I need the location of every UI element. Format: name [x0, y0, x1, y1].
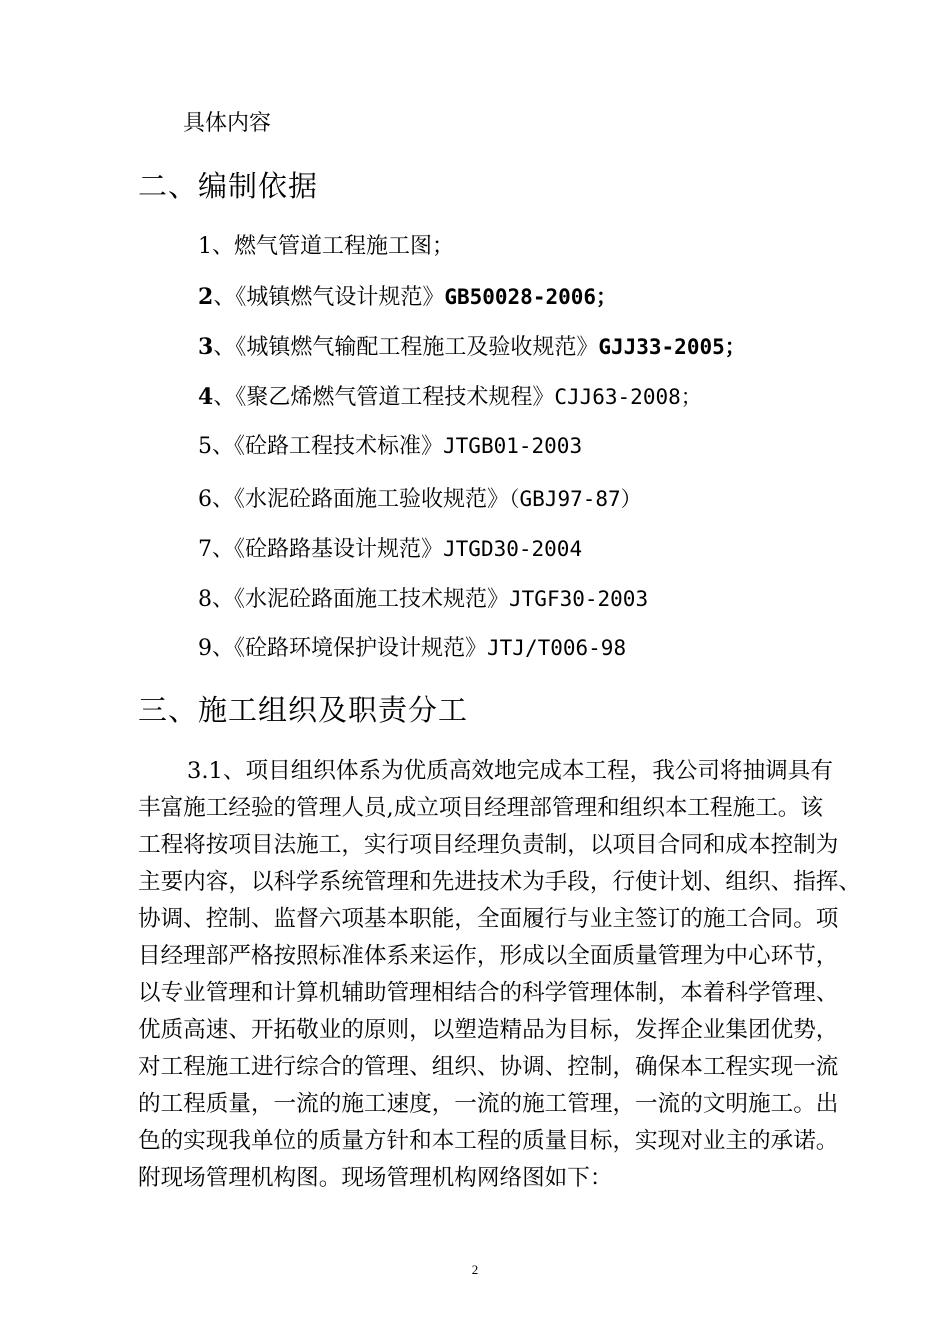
basis-item-number: 2	[198, 284, 214, 310]
basis-item-code: JTGD30-2004	[443, 537, 583, 561]
basis-item	[198, 436, 582, 458]
intro-text: 具体内容	[183, 111, 272, 136]
basis-item	[198, 386, 702, 409]
paragraph-line: 以专业管理和计算机辅助管理相结合的科学管理体制，本着科学管理、	[138, 980, 839, 1006]
basis-item	[198, 589, 648, 611]
paragraph-line: 附现场管理机构图。现场管理机构网络图如下：	[138, 1165, 613, 1191]
basis-item-text: 、《城镇燃气输配工程施工及验收规范》	[213, 335, 599, 360]
basis-item-number: 9	[198, 636, 212, 661]
basis-item-code: GJJ33-2005；	[598, 335, 746, 359]
section-3-heading: 三、施工组织及职责分工	[138, 693, 469, 727]
basis-item-text: 、《砼路环境保护设计规范》	[212, 636, 488, 661]
paragraph-line: 主要内容，以科学系统管理和先进技术为手段，行使计划、组织、指挥、	[138, 869, 861, 895]
paragraph-line: 丰富施工经验的管理人员,成立项目经理部管理和组织本工程施工。该	[138, 795, 823, 821]
basis-item	[198, 489, 642, 511]
section-2-heading: 二、编制依据	[138, 169, 319, 203]
page-number: 2	[471, 1262, 479, 1277]
basis-item	[198, 236, 454, 258]
basis-item-text: 、《砼路工程技术标准》	[212, 434, 444, 459]
paragraph-line: 工程将按项目法施工，实行项目经理负责制，以项目合同和成本控制为	[138, 832, 839, 858]
basis-item-code: JTGF30-2003	[509, 587, 649, 611]
basis-item-text: 、《城镇燃气设计规范》	[213, 285, 445, 310]
paragraph-line: 对工程施工进行综合的管理、组织、协调、控制，确保本工程实现一流	[138, 1054, 839, 1080]
basis-item-code: JTJ/T006-98	[487, 636, 627, 660]
basis-item-text: 、《水泥砼路面施工技术规范》	[212, 587, 510, 612]
basis-item-text: 、《水泥砼路面施工验收规范》	[212, 487, 510, 512]
basis-item-code: JTGB01-2003	[443, 434, 583, 458]
basis-item-number: 8	[198, 587, 212, 612]
basis-item	[198, 638, 626, 660]
basis-item-number: 6	[198, 487, 212, 512]
basis-item-number: 4	[198, 384, 214, 410]
basis-item-number: 5	[198, 434, 212, 459]
basis-item-code: GB50028-2006；	[444, 285, 618, 309]
basis-item	[198, 286, 617, 309]
basis-item-code: （GBJ97-87）	[509, 487, 642, 511]
basis-item-text: 、《砼路路基设计规范》	[212, 537, 444, 562]
paragraph-line: 的工程质量，一流的施工速度，一流的施工管理，一流的文明施工。出	[138, 1091, 839, 1117]
basis-item-number: 3	[198, 334, 214, 360]
paragraph-line: 优质高速、开拓敬业的原则，以塑造精品为目标，发挥企业集团优势，	[138, 1017, 839, 1043]
paragraph-line: 色的实现我单位的质量方针和本工程的质量目标，实现对业主的承诺。	[138, 1128, 839, 1154]
paragraph-line: 目经理部严格按照标准体系来运作，形成以全面质量管理为中心环节，	[138, 943, 839, 969]
paragraph-line: 3.1、项目组织体系为优质高效地完成本工程，我公司将抽调具有	[187, 758, 833, 784]
basis-item	[198, 336, 746, 359]
basis-item-number: 1	[198, 234, 212, 259]
basis-item-number: 7	[198, 537, 212, 562]
basis-item-text: 、燃气管道工程施工图；	[212, 234, 455, 259]
basis-item-text: 、《聚乙烯燃气管道工程技术规程》	[213, 385, 555, 410]
basis-item-code: CJJ63-2008；	[554, 385, 702, 409]
paragraph-line: 协调、控制、监督六项基本职能，全面履行与业主签订的施工合同。项	[138, 906, 839, 932]
basis-item	[198, 539, 582, 561]
